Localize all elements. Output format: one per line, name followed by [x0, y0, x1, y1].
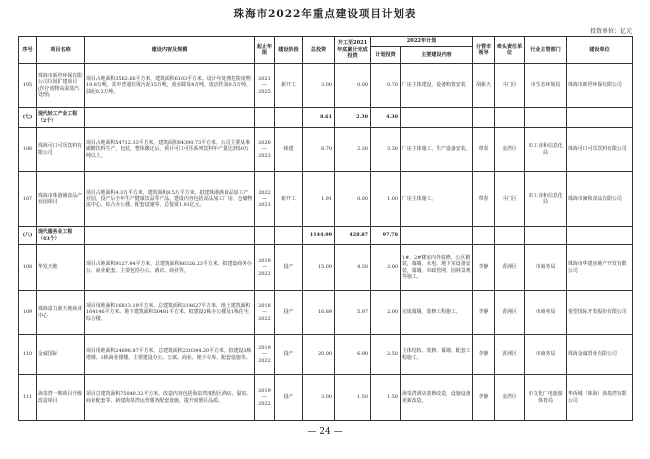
cell-seq: 108: [19, 245, 37, 291]
cell-invest: 1.50: [371, 375, 401, 421]
page-number: — 24 —: [307, 427, 343, 437]
cell-unit: 珠海市闽和食品有限公司: [567, 172, 633, 227]
cell-plan: 1#、2#楼室内外装修，公区精装，幕墙、水电、地下室设备安装，幕墙，市政管网，园林景观等施工。: [401, 245, 473, 291]
header-plan-invest: 计划投资: [371, 47, 401, 64]
cell-seq: 106: [19, 128, 37, 172]
cell-invest: 2.00: [371, 291, 401, 335]
cell-invest: 2.50: [371, 335, 401, 375]
investment-unit-note: 投资单位：亿元: [589, 28, 632, 35]
cell-invest: 97.78: [371, 227, 401, 245]
cell-invest: 2.00: [371, 245, 401, 291]
cell-accum: 5.97: [335, 291, 371, 335]
cell-stage: 投产: [275, 335, 303, 375]
table-row: [19, 128, 633, 172]
cell-unit: 悦望国际开发股份有限公司: [567, 291, 633, 335]
cell-years: 2021—2025: [255, 64, 275, 108]
cell-leader: 李静: [473, 375, 495, 421]
cell-plan: 主体结构、装修、幕墙、配套工程施工。: [401, 335, 473, 375]
cell-name: 珠海市珠港满食品产业园项目: [37, 172, 85, 227]
cell-seq: 105: [19, 64, 37, 108]
cell-years: 2018—2022: [255, 291, 275, 335]
table-row: [19, 335, 633, 375]
cell-content: 项目用地面积24696.87平方米，总建筑面积220344.20平方米，拟建设3栋塔楼、1栋商业裙楼。主要建设办公、公寓、商业、地下车库、配套设施等。: [85, 335, 255, 375]
header-district: 牵头责任单位: [495, 37, 525, 64]
cell-district: 香洲区: [495, 335, 525, 375]
cell-dept: 市商务局: [525, 245, 567, 291]
cell-dept: 市工业和信息化局: [525, 172, 567, 227]
cell-total: 8.61: [303, 108, 335, 128]
cell-district: 金湾区: [495, 128, 525, 172]
cell-total: 20.00: [303, 335, 335, 375]
cell-seq: 111: [19, 375, 37, 421]
cell-district: 香洲区: [495, 245, 525, 291]
cell-content: 项目用地面积16813.19平方米，总建筑面积214627平方米，地上建筑面积164146平方米，地下建筑面积50481平方米。拟建设2栋办公楼及1栋住宅综合楼。: [85, 291, 255, 335]
cell-unit: 珠海市新世环保有限公司: [567, 64, 633, 108]
table-row: [19, 64, 633, 108]
cell-content: 项目占地面积4.3万平方米，建筑面积8.5万平方米，拟建珠港满食品加工产业园，投产后全年生产健康饮品等产品。建设内容包括食品加工厂房、仓储物流中心、综合办公楼、配套设施等，总投资1.91亿元。: [85, 172, 255, 227]
cell-leader: 覃春: [473, 172, 495, 227]
header-name: 项目名称: [37, 37, 85, 64]
cell-invest: 0.70: [371, 64, 401, 108]
header-unit: 建设单位: [567, 37, 633, 64]
cell-leader: 李静: [473, 291, 495, 335]
cell-leader: 李静: [473, 245, 495, 291]
cell-name: 珠海市新世环保有限公司垃圾扩建项目(医疗废物高温蒸汽处理): [37, 64, 85, 108]
table-row: [19, 291, 633, 335]
cell-years: 2019—2022: [255, 245, 275, 291]
cell-plan: 厂房主体施工。: [401, 172, 473, 227]
project-table: [18, 36, 633, 421]
header-leader: 分管市领导: [473, 37, 495, 64]
cell-invest: 3.30: [371, 128, 401, 172]
section-row: [19, 108, 633, 128]
cell-accum: 0.00: [335, 172, 371, 227]
cell-name: 现代服务业工程（43个）: [37, 227, 85, 245]
cell-dept: 市工业和信息化局: [525, 128, 567, 172]
table-row: [19, 172, 633, 227]
cell-name: 珠海富力新天地商业中心: [37, 291, 85, 335]
cell-name: 珠海可口可乐饮料有限公司: [37, 128, 85, 172]
cell-accum: 6.90: [335, 335, 371, 375]
page-title: 珠海市2022年重点建设项目计划表: [233, 8, 417, 20]
cell-years: 2019—2022: [255, 375, 275, 421]
cell-total: 6.70: [303, 128, 335, 172]
header-dept: 行业主管部门: [525, 37, 567, 64]
cell-total: 1.91: [303, 172, 335, 227]
cell-seq: 110: [19, 335, 37, 375]
header-accum: 开工至2021年底累计完成投资: [335, 37, 371, 64]
cell-accum: 1.50: [335, 375, 371, 421]
cell-dept: 市文化广电旅游体育局: [525, 375, 567, 421]
cell-plan: 厂房主体建设，设备购置安装: [401, 64, 473, 108]
header-stage: 建设阶段: [275, 37, 303, 64]
cell-leader: 胡新天: [473, 64, 495, 108]
cell-stage: 投产: [275, 375, 303, 421]
cell-seq: 109: [19, 291, 37, 335]
cell-seq: (八): [19, 227, 37, 245]
cell-invest: 1.00: [371, 172, 401, 227]
cell-unit: 珠海可口可乐饮料有限公司: [567, 128, 633, 172]
cell-plan: 完成幕墙，装修工程施工。: [401, 291, 473, 335]
cell-district: 斗门区: [495, 64, 525, 108]
cell-years: 2019—2022: [255, 335, 275, 375]
table-row: [19, 375, 633, 421]
cell-accum: 0.00: [335, 64, 371, 108]
cell-stage: 投产: [275, 245, 303, 291]
header-plan2022: 2022年计划: [371, 37, 473, 47]
cell-accum: 2.30: [335, 108, 371, 128]
cell-name: 金诚国际: [37, 335, 85, 375]
header-seq: 序号: [19, 37, 37, 64]
cell-seq: (七): [19, 108, 37, 128]
cell-total: 1144.99: [303, 227, 335, 245]
cell-name: 华发天地: [37, 245, 85, 291]
cell-district: 金湾区: [495, 375, 525, 421]
cell-name: 现代轻工产业工程（2个）: [37, 108, 85, 128]
header-years: 起止年限: [255, 37, 275, 64]
cell-stage: 新开工: [275, 64, 303, 108]
cell-dept: 市商务局: [525, 291, 567, 335]
cell-stage: 续建: [275, 128, 303, 172]
cell-plan: 海泉湾酒店装修改造，设施设备更新改造。: [401, 375, 473, 421]
cell-invest: 4.30: [371, 108, 401, 128]
cell-accum: 4.30: [335, 245, 371, 291]
cell-unit: 珠海金诚置业有限公司: [567, 335, 633, 375]
cell-stage: 新开工: [275, 172, 303, 227]
cell-accum: 2.30: [335, 128, 371, 172]
header-content: 建设内容及规模: [85, 37, 255, 64]
cell-total: 16.89: [303, 291, 335, 335]
cell-district: 斗门区: [495, 172, 525, 227]
cell-unit: 华侨城（珠海）海泉湾有限公司: [567, 375, 633, 421]
cell-seq: 107: [19, 172, 37, 227]
cell-content: 项目占地面积3562.66平方米，建筑面积6103平方米。设计年处理危险废物19.8万吨，其中普通垃圾污泥15万吨，废水除臭4万吨，废活性炭0.5万吨，油泥0.3万吨。: [85, 64, 255, 108]
table-row: [19, 245, 633, 291]
cell-dept: 市商务局: [525, 335, 567, 375]
cell-total: 3.00: [303, 375, 335, 421]
cell-total: 15.00: [303, 245, 335, 291]
header-total: 总投资: [303, 37, 335, 64]
cell-years: 2020—2023: [255, 128, 275, 172]
cell-name: 海泉湾一期项目升级改造项目: [37, 375, 85, 421]
cell-leader: 覃春: [473, 128, 495, 172]
cell-dept: 市生态环境局: [525, 64, 567, 108]
cell-accum: 428.87: [335, 227, 371, 245]
cell-years: 2022—2023: [255, 172, 275, 227]
cell-leader: 李静: [473, 335, 495, 375]
cell-unit: 珠海市华建房地产开发有限公司: [567, 245, 633, 291]
cell-content: 项目总建筑面积75040.32平方米，改造内容包括海泉湾度假区酒店、温泉、商业配套等，新建海泉湾运营服务配套设施，提升度假区品质。: [85, 375, 255, 421]
cell-total: 3.00: [303, 64, 335, 108]
cell-stage: 投产: [275, 291, 303, 335]
header-plan-content: 主要建设内容: [401, 47, 473, 64]
cell-plan: 厂房主体施工，生产设备安装。: [401, 128, 473, 172]
section-row: [19, 227, 633, 245]
cell-content: 项目占地面积9127.94平方米，总建筑面积86326.23平方米，拟建设商务办公、商业配套，主要包括办公、酒店、商业等。: [85, 245, 255, 291]
cell-district: 香洲区: [495, 291, 525, 335]
cell-content: 项目占地面积54712.33平方米，建筑面积84390.73平方米。公司主要从事碳酸饮料生产，包装，整体搬迁后，预计可口可乐系列饮料年产量达到50万吨以上。: [85, 128, 255, 172]
